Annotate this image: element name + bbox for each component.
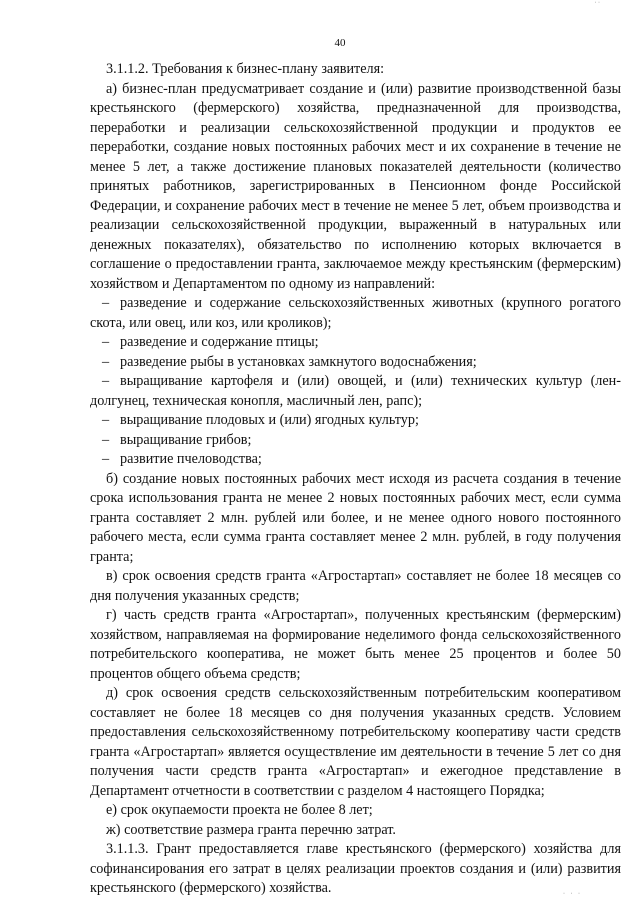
bullet-item — [90, 450, 621, 470]
bullet-item — [90, 353, 621, 373]
paragraph: в) срок освоения средств гранта «Агростартап» составляет не более 18 месяцев со дня получения указанных средств; — [90, 568, 621, 604]
bullet-text: выращивание грибов; — [120, 431, 252, 448]
paragraph: 3.1.1.2. Требования к бизнес-плану заявителя: — [106, 61, 385, 77]
bullet-item — [90, 411, 621, 431]
dash-icon: – — [102, 412, 110, 428]
paragraph: а) бизнес-план предусматривает создание и (или) развитие производственной базы крестьянского (фермерского) хозяйства, предназначенной для производства, переработки и реализации сельскохозяйственной продукции и продуктов ее переработки, создание новых постоянных рабочих мест и их сохранение в течение не менее 5 лет, а также достижение плановых показателей деятельности (количество принятых работников, зарегистрированных в Пенсионном фонде Российской Федерации, и сохранение рабочих мест в течение не менее 5 лет, объем производства и реализации сельскохозяйственной продукции, выраженный в натуральных или денежных показателях), обязательство по исполнению которых включается в соглашение о предоставлении гранта, заключаемое между крестьянским (фермерским) хозяйством и Департаментом по одному из направлений: — [90, 80, 621, 292]
paragraph: д) срок освоения средств сельскохозяйственным потребительским кооперативом составляет не более 18 месяцев со дня получения указанных средств. Условием предоставления сельскохозяйственному потребительскому кооперативу части средств гранта «Агростартап» является осуществление им деятельности в течение 5 лет со дня получения части средств гранта «Агростартап» и ежегодное представление в Департамент отчетности в соответствии с разделом 4 настоящего Порядка; — [90, 685, 621, 799]
bullet-text: выращивание плодовых и (или) ягодных культур; — [120, 412, 419, 428]
dash-icon: – — [102, 431, 110, 448]
bullet-text: развитие пчеловодства; — [120, 451, 262, 467]
bullet-text: разведение и содержание сельскохозяйственных животных (крупного рогатого скота, или овец, или коз, или кроликов); — [90, 295, 621, 331]
paragraph: 3.1.1.3. Грант предоставляется главе крестьянского (фермерского) хозяйства для софинансирования его затрат в целях реализации проектов создания и (или) развития крестьянского (фермерского) хозяйства. — [90, 841, 621, 896]
bullet-item — [90, 372, 621, 411]
bullet-text: разведение рыбы в установках замкнутого водоснабжения; — [120, 353, 477, 370]
document-body — [90, 60, 621, 899]
bullet-text: выращивание картофеля и (или) овощей, и (или) технических культур (лен-долгунец, техническая конопля, масличный лен, рапс); — [90, 373, 621, 409]
dash-icon: – — [102, 451, 110, 467]
dash-icon: – — [102, 295, 110, 311]
scan-speck: · · — [594, 0, 600, 6]
dash-icon: – — [102, 373, 110, 389]
page-number: 40 — [334, 37, 346, 49]
bullet-item — [90, 294, 621, 333]
scan-speck: · · · — [563, 891, 582, 897]
paragraph: ж) соответствие размера гранта перечню затрат. — [106, 821, 396, 838]
bullet-item — [90, 431, 621, 451]
paragraph: е) срок окупаемости проекта не более 8 лет; — [106, 802, 373, 818]
dash-icon: – — [102, 334, 110, 350]
dash-icon: – — [102, 353, 110, 370]
bullet-item — [90, 333, 621, 353]
paragraph: б) создание новых постоянных рабочих мест исходя из расчета создания в течение срока использования гранта не менее 2 новых постоянных рабочих мест, если сумма гранта составляет 2 млн. рублей или более, и не менее одного нового постоянного рабочего места, если сумма гранта составляет менее 2 млн. рублей, в году получения гранта; — [90, 470, 621, 565]
paragraph: г) часть средств гранта «Агростартап», полученных крестьянским (фермерским) хозяйством, направляемая на формирование неделимого фонда сельскохозяйственного потребительского кооператива, не может быть менее 25 процентов и более 50 процентов общего объема средств; — [90, 607, 621, 682]
bullet-text: разведение и содержание птицы; — [120, 334, 319, 350]
